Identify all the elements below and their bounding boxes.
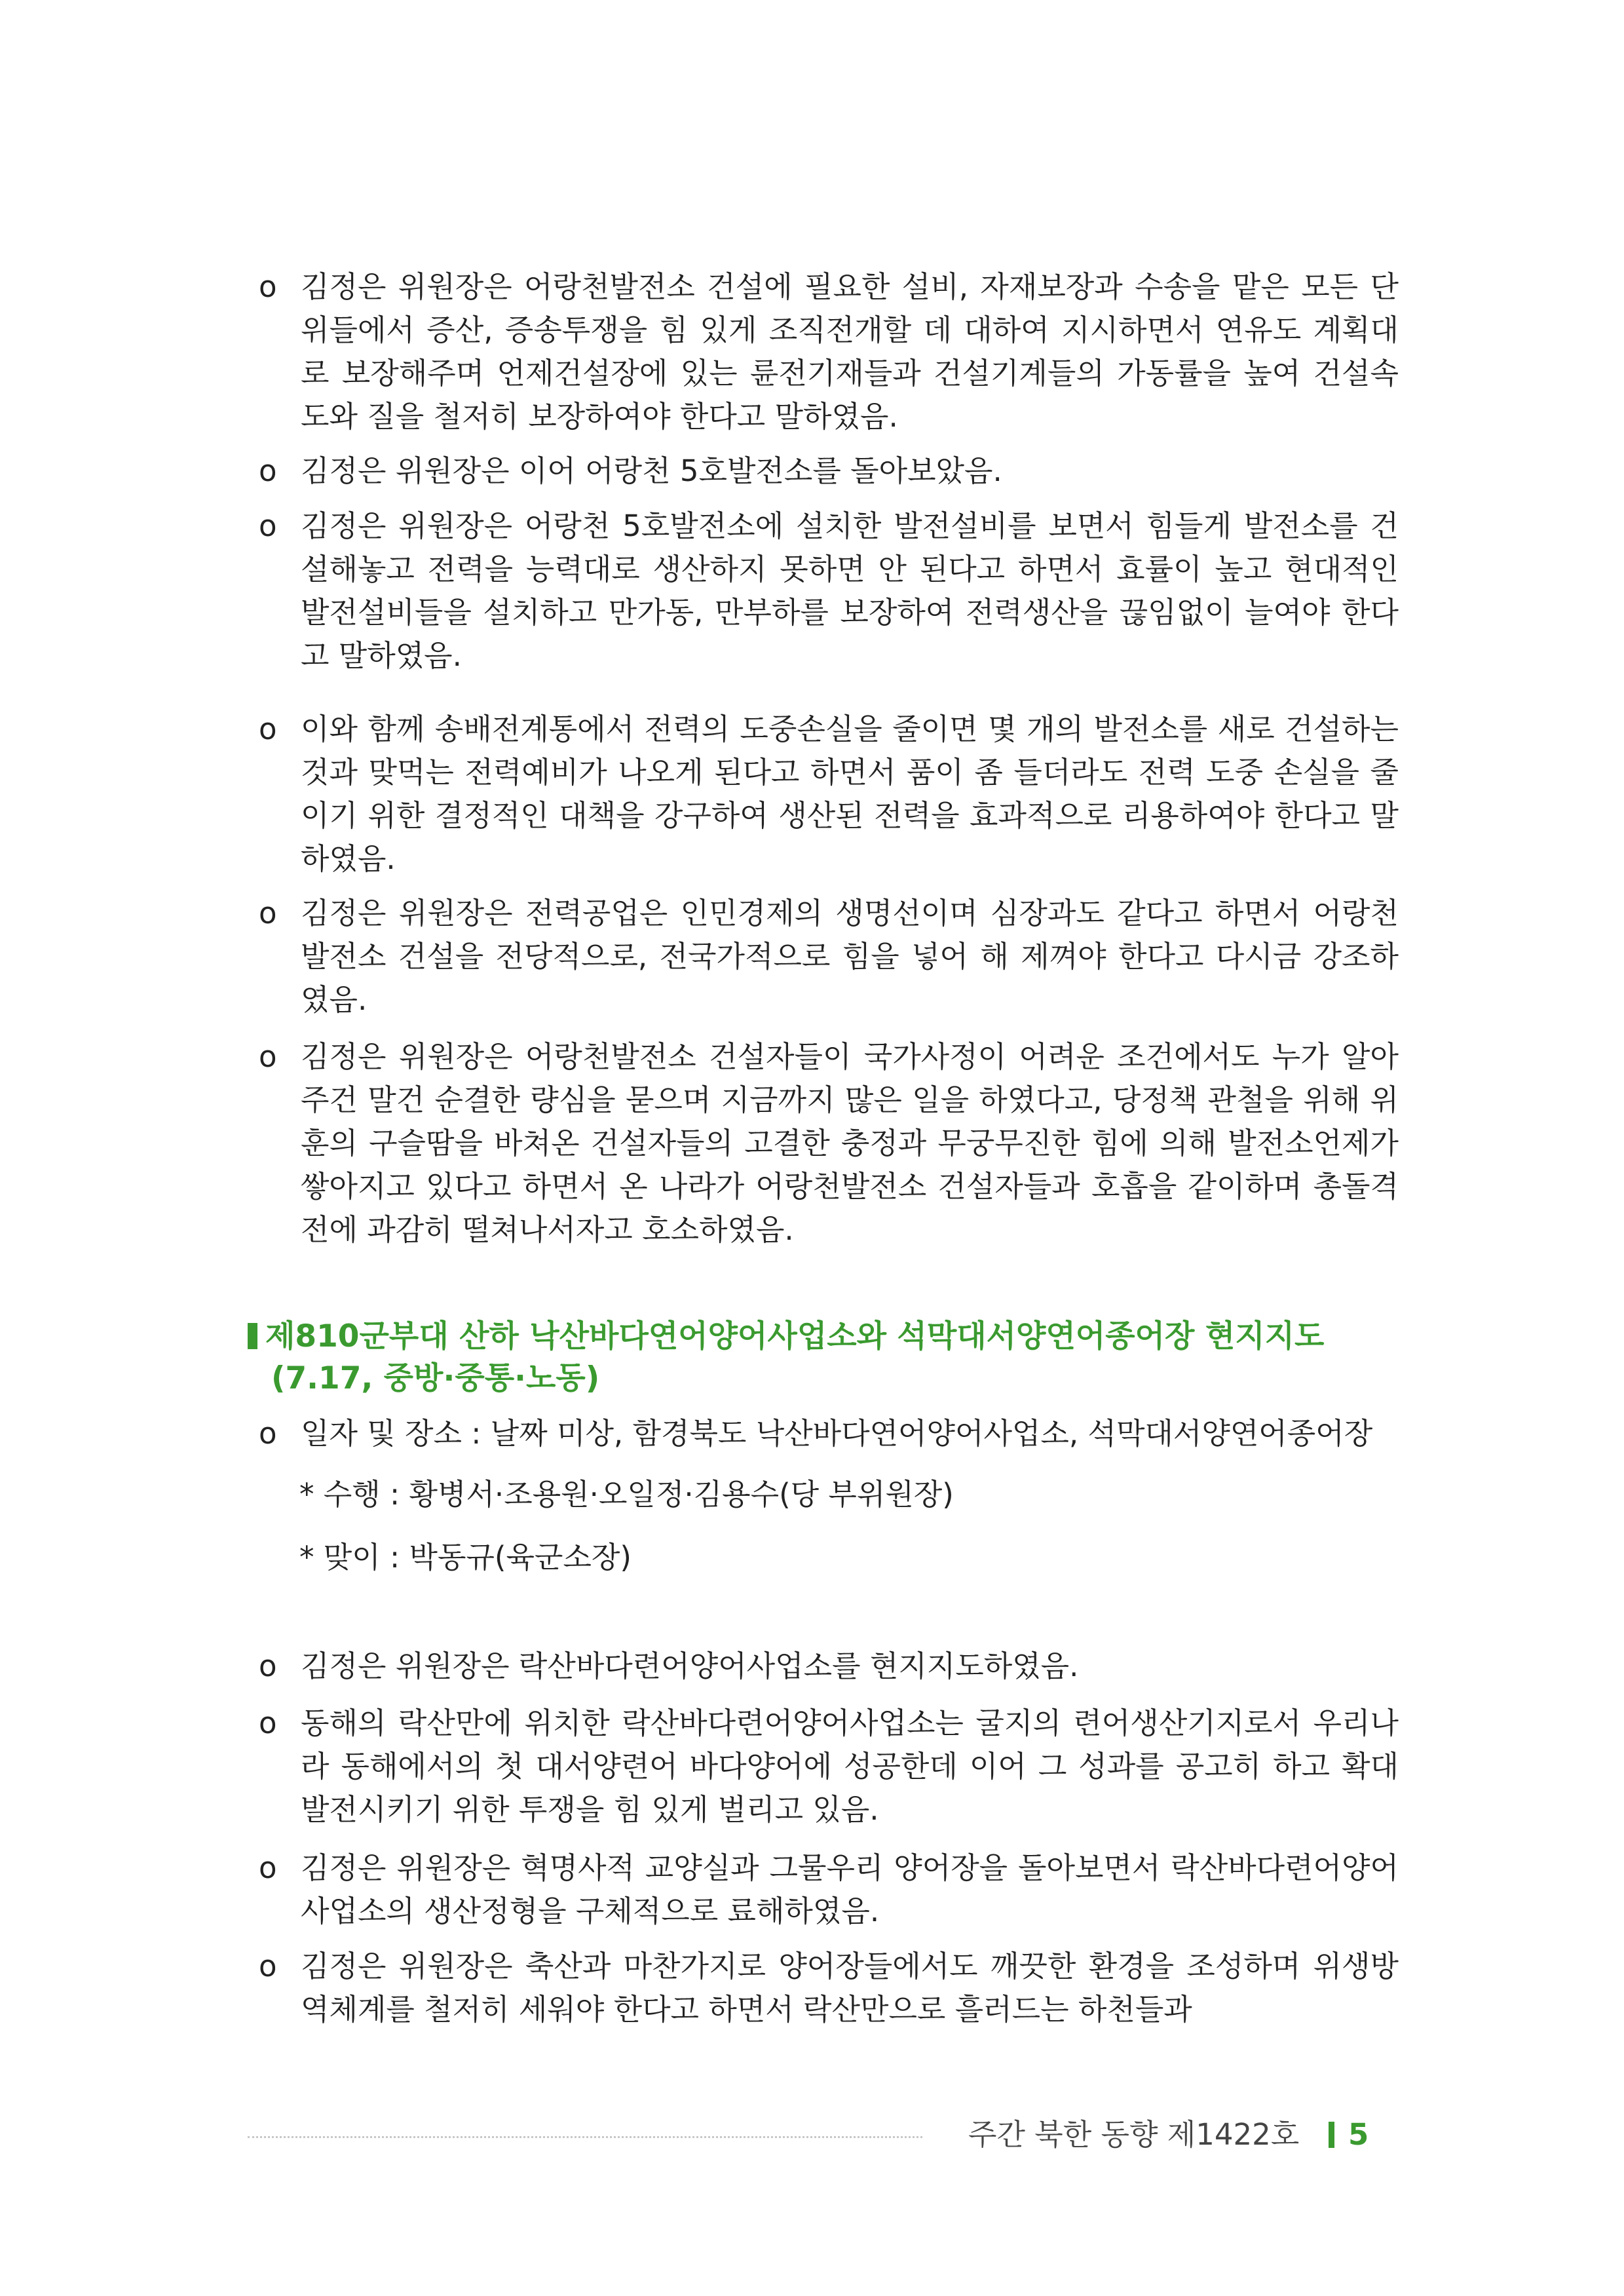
- footer-publication-title: 주간 북한 동향 제1422호: [968, 2117, 1300, 2152]
- bullet-paragraph: [259, 1702, 1399, 1831]
- section-heading: [248, 1316, 1414, 1400]
- bullet-paragraph: [259, 1645, 1399, 1688]
- greeter-note: * 맞이 : 박동규(육군소장): [299, 1540, 632, 1575]
- bullet-marker: o: [259, 269, 277, 304]
- paragraph-text: 김정은 위원장은 어랑천발전소 건설자들이 국가사정이 어려운 조건에서도 누가 알아주건 말건 순결한 량심을 묻으며 지금까지 많은 일을 하였다고, 당정책 관철을 위해 위훈의 구슬땀을 바쳐온 건설자들의 고결한 충정과 무궁무진한 힘에 의해 발전소언제가 쌓아지고 있다고 하면서 온 나라가 어랑천발전소 건설자들과 호흡을 같이하며 총돌격전에 과감히 떨쳐나서자고 호소하였음.: [301, 1039, 1399, 1247]
- bullet-paragraph: [259, 1945, 1399, 2031]
- bullet-marker: o: [259, 453, 277, 488]
- paragraph-text: 김정은 위원장은 어랑천발전소 건설에 필요한 설비, 자재보장과 수송을 맡은 모든 단위들에서 증산, 증송투쟁을 힘 있게 조직전개할 데 대하여 지시하면서 연유도 계획대로 보장해주며 언제건설장에 있는 륜전기재들과 건설기계들의 가동률을 높여 건설속도와 질을 철저히 보장하여야 한다고 말하였음.: [301, 269, 1399, 434]
- bullet-paragraph: [259, 450, 1399, 493]
- bullet-paragraph: [259, 1035, 1399, 1252]
- footer-divider: [248, 2136, 922, 2138]
- paragraph-text: 김정은 위원장은 전력공업은 인민경제의 생명선이며 심장과도 같다고 하면서 어랑천발전소 건설을 전당적으로, 전국가적으로 힘을 넣어 해 제껴야 한다고 다시금 강조하였음.: [301, 896, 1399, 1017]
- paragraph-text: 동해의 락산만에 위치한 락산바다련어양어사업소는 굴지의 련어생산기지로서 우리나라 동해에서의 첫 대서양련어 바다양어에 성공한데 이어 그 성과를 공고히 하고 확대발전시키기 위한 투쟁을 힘 있게 벌리고 있음.: [301, 1706, 1399, 1827]
- paragraph-text: 김정은 위원장은 이어 어랑천 5호발전소를 돌아보았음.: [301, 453, 1002, 488]
- bullet-marker: o: [259, 1949, 277, 1983]
- date-place-line: [259, 1412, 1425, 1455]
- bullet-paragraph: [259, 505, 1399, 678]
- paragraph-text: 김정은 위원장은 어랑천 5호발전소에 설치한 발전설비를 보면서 힘들게 발전소를 건설해놓고 전력을 능력대로 생산하지 못하면 안 된다고 하면서 효률이 높고 현대적인 발전설비들을 설치하고 만가동, 만부하를 보장하여 전력생산을 끊임없이 늘여야 한다고 말하였음.: [301, 508, 1399, 673]
- footer-marker: [1329, 2122, 1334, 2148]
- bullet-marker: o: [259, 1416, 277, 1451]
- bullet-paragraph: [259, 708, 1399, 881]
- bullet-marker: o: [259, 1706, 277, 1740]
- paragraph-text: 이와 함께 송배전계통에서 전력의 도중손실을 줄이면 몇 개의 발전소를 새로 건설하는 것과 맞먹는 전력예비가 나오게 된다고 하면서 품이 좀 들더라도 전력 도중 손실을 줄이기 위한 결정적인 대책을 강구하여 생산된 전력을 효과적으로 리용하여야 한다고 말하였음.: [301, 712, 1399, 876]
- section-title: 제810군부대 산하 낙산바다연어양어사업소와 석막대서양연어종어장 현지지도: [265, 1318, 1325, 1354]
- bullet-paragraph: [259, 1846, 1399, 1933]
- bullet-marker: o: [259, 508, 277, 543]
- section-subtitle: (7.17, 중방·중통·노동): [271, 1360, 600, 1396]
- paragraph-text: 김정은 위원장은 락산바다련어양어사업소를 현지지도하였음.: [301, 1649, 1079, 1683]
- bullet-paragraph: [259, 892, 1399, 1022]
- bullet-marker: o: [259, 712, 277, 746]
- bullet-paragraph: [259, 265, 1399, 438]
- paragraph-text: 김정은 위원장은 혁명사적 교양실과 그물우리 양어장을 돌아보면서 락산바다련어양어사업소의 생산정형을 구체적으로 료해하였음.: [301, 1850, 1399, 1928]
- bullet-marker: o: [259, 1039, 277, 1074]
- bullet-marker: o: [259, 1850, 277, 1885]
- date-place-text: 일자 및 장소 : 날짜 미상, 함경북도 낙산바다연어양어사업소, 석막대서양연어종어장: [301, 1416, 1373, 1451]
- bullet-marker: o: [259, 1649, 277, 1683]
- page-number: 5: [1348, 2117, 1369, 2152]
- paragraph-text: 김정은 위원장은 축산과 마찬가지로 양어장들에서도 깨끗한 환경을 조성하며 위생방역체계를 철저히 세워야 한다고 하면서 락산만으로 흘러드는 하천들과: [301, 1949, 1399, 2027]
- heading-marker: [248, 1323, 257, 1349]
- companions-note: * 수행 : 황병서·조용원·오일정·김용수(당 부위원장): [299, 1477, 954, 1512]
- bullet-marker: o: [259, 896, 277, 930]
